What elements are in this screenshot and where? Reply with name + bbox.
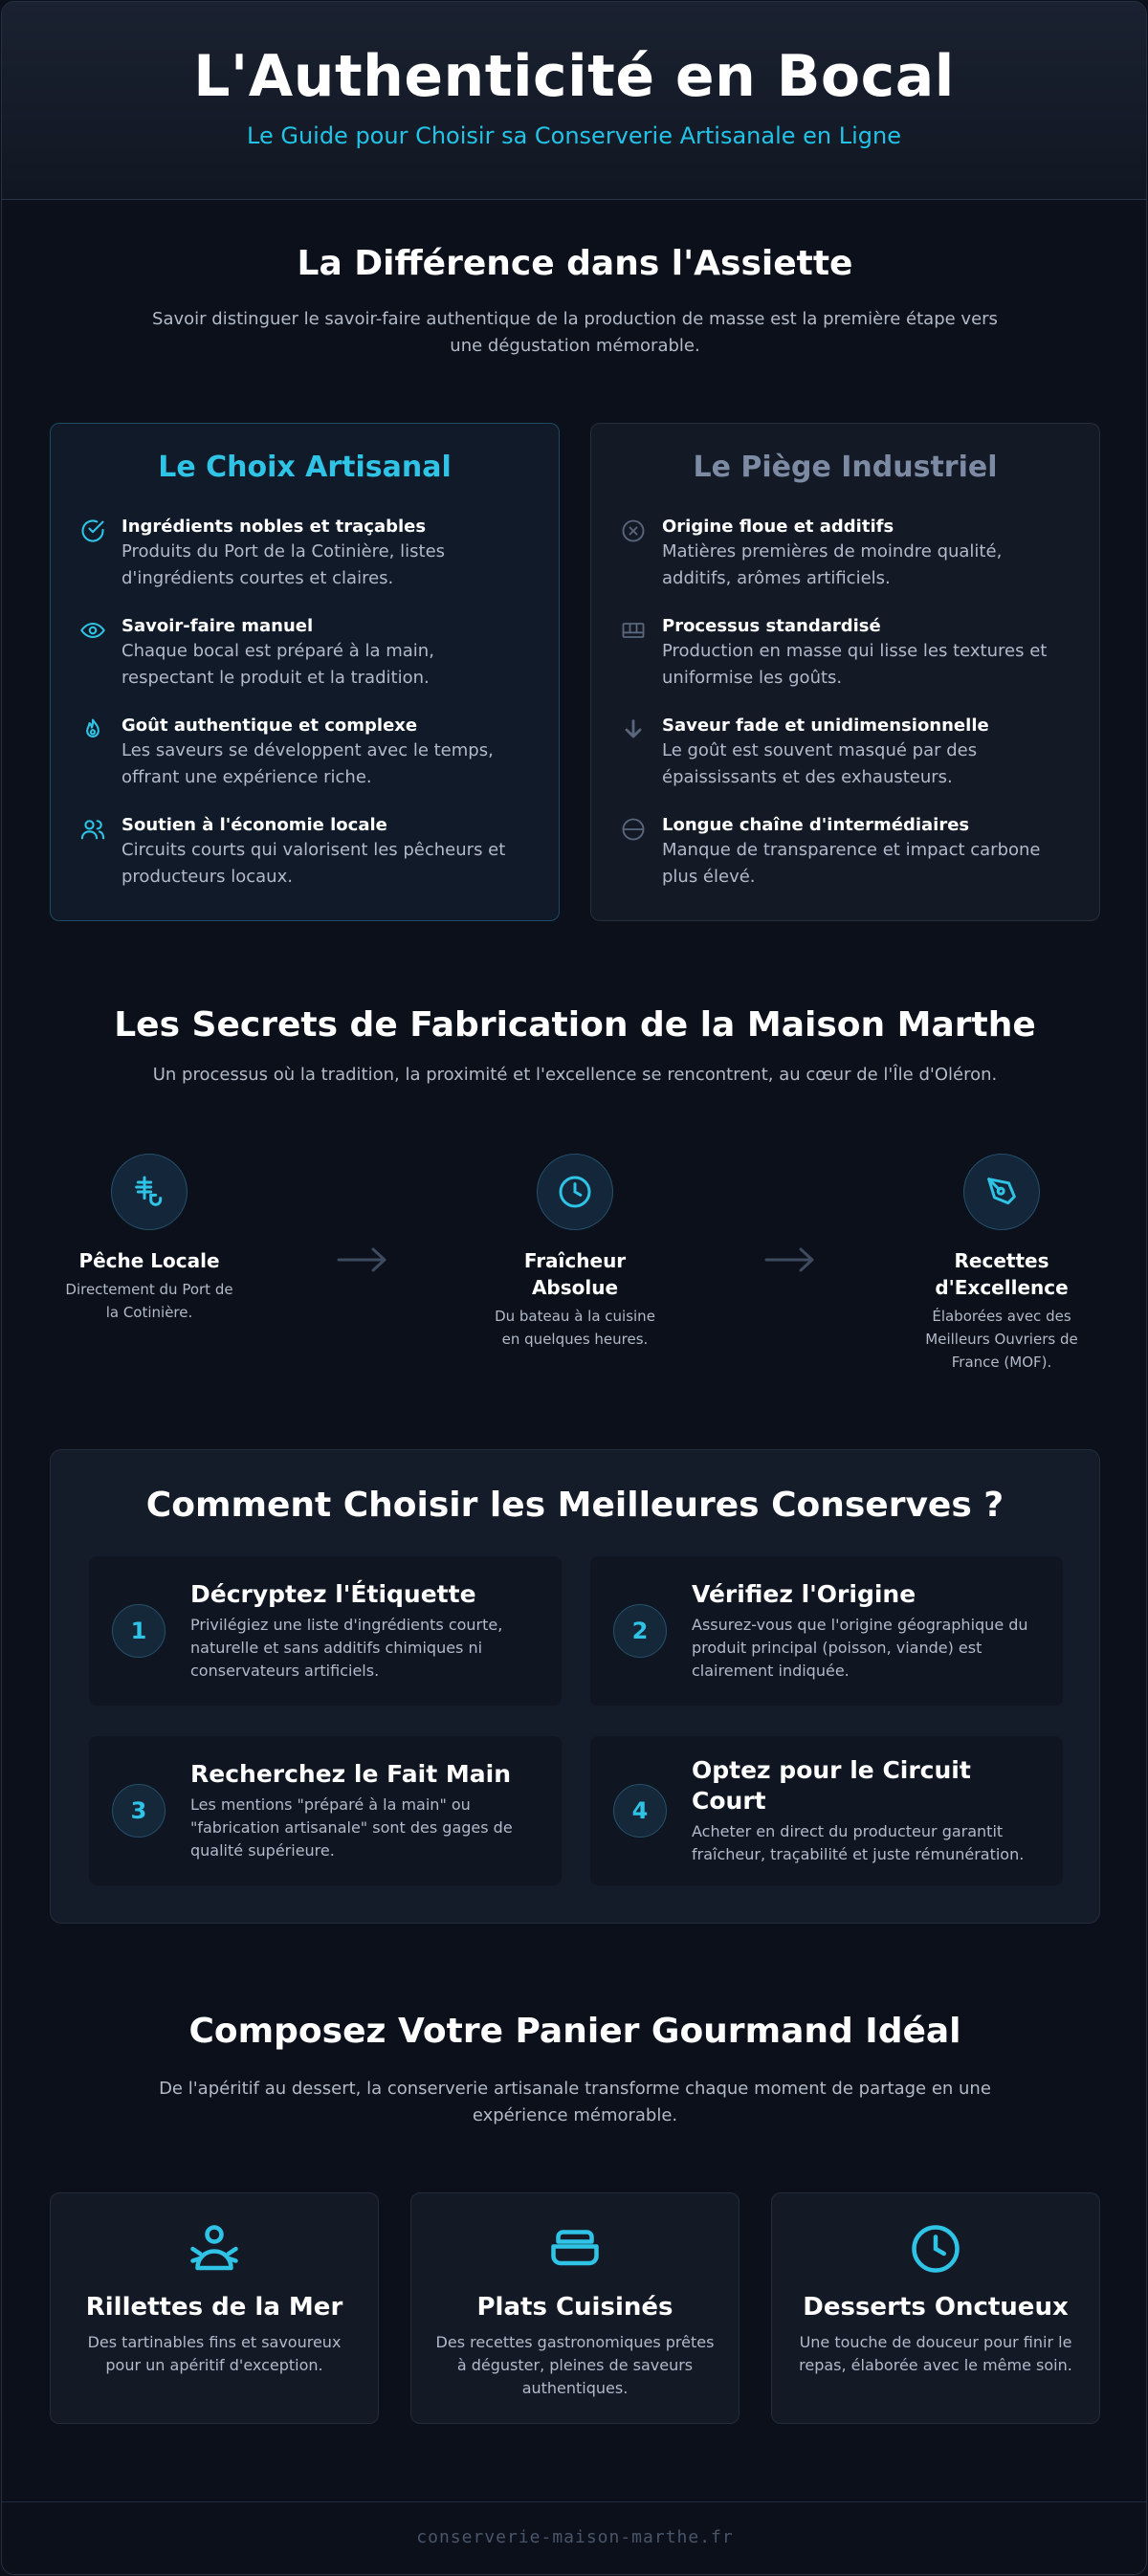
page-footer: [2, 2501, 1147, 2575]
basket-intro: De l'apéritif au dessert, la conserverie artisanale transforme chaque moment de partage en une expérience mémorable.: [159, 2079, 991, 2125]
basket-card: [50, 2192, 379, 2424]
footer-site-link[interactable]: conserverie-maison-marthe.fr: [416, 2527, 734, 2547]
tip-desc: Les mentions "préparé à la main" ou "fabrication artisanale" sont des gages de qualité supérieure.: [190, 1795, 513, 1860]
pen-tool-icon: [963, 1154, 1040, 1230]
card-title: Rillettes de la Mer: [85, 2293, 343, 2322]
artisanal-item: [79, 615, 530, 715]
industrial-heading: Le Piège Industriel: [693, 451, 998, 484]
card-desc: Des tartinables fins et savoureux pour un apéritif d'exception.: [87, 2333, 342, 2374]
dish-icon: [546, 2263, 604, 2281]
process-step: [916, 1154, 1088, 1374]
item-desc: Chaque bocal est préparé à la main, respectant le produit et la tradition.: [121, 641, 434, 688]
tip-card: [590, 1736, 1063, 1885]
industrial-item: [620, 814, 1071, 914]
item-desc: Circuits courts qui valorisent les pêcheurs et producteurs locaux.: [121, 840, 506, 887]
basket-card: [410, 2192, 740, 2424]
item-title: Savoir-faire manuel: [121, 616, 314, 636]
basket-card: [771, 2192, 1100, 2424]
item-title: Saveur fade et unidimensionnelle: [662, 716, 989, 736]
basket-title: Composez Votre Panier Gourmand Idéal: [188, 2012, 961, 2051]
tip-number: 4: [613, 1784, 667, 1838]
artisanal-item: [79, 814, 530, 914]
minus-circle-icon: [620, 814, 662, 914]
flame-icon: [79, 715, 121, 814]
step-title: Fraîcheur Absolue: [523, 1249, 627, 1299]
step-title: Recettes d'Excellence: [935, 1249, 1069, 1299]
tip-number: 3: [112, 1784, 166, 1838]
check-circle-icon: [79, 516, 121, 615]
item-title: Soutien à l'économie locale: [121, 815, 387, 835]
tips-title: Comment Choisir les Meilleures Conserves ?: [145, 1486, 1004, 1525]
card-desc: Des recettes gastronomiques prêtes à déguster, pleines de saveurs authentiques.: [435, 2333, 715, 2397]
item-title: Goût authentique et complexe: [121, 716, 418, 736]
people-icon: [186, 2263, 243, 2281]
item-title: Ingrédients nobles et traçables: [121, 517, 427, 537]
card-desc: Une touche de douceur pour finir le repas, élaborée avec le même soin.: [799, 2333, 1072, 2374]
tip-number: 1: [112, 1604, 166, 1658]
basket-section: [2, 2011, 1147, 2397]
comparison-title: La Différence dans l'Assiette: [297, 244, 853, 283]
step-title: Pêche Locale: [78, 1249, 220, 1272]
process-title: Les Secrets de Fabrication de la Maison Marthe: [114, 1005, 1036, 1045]
industrial-item: [620, 715, 1071, 814]
artisanal-item: [79, 516, 530, 615]
comparison-section: [2, 243, 1147, 887]
eye-icon: [79, 615, 121, 715]
industrial-card: [590, 423, 1100, 921]
tip-card: [590, 1556, 1063, 1706]
tip-desc: Privilégiez une liste d'ingrédients courte, naturelle et sans additifs chimiques ni conservateurs artificiels.: [190, 1616, 503, 1680]
anchor-fish-icon: [111, 1154, 188, 1230]
step-desc: Du bateau à la cuisine en quelques heures.: [495, 1308, 655, 1348]
tip-title: Décryptez l'Étiquette: [190, 1580, 476, 1608]
factory-icon: [620, 615, 662, 715]
card-title: Desserts Onctueux: [803, 2293, 1069, 2322]
item-title: Longue chaîne d'intermédiaires: [662, 815, 970, 835]
comparison-columns: [50, 423, 1100, 921]
page-title: L'Authenticité en Bocal: [193, 43, 955, 110]
page-header: [2, 2, 1146, 200]
arrow-right-icon: [762, 1245, 816, 1278]
tips-section: [50, 1449, 1100, 1924]
arrow-right-icon: [335, 1245, 388, 1278]
item-desc: Manque de transparence et impact carbone plus élevé.: [662, 840, 1041, 887]
industrial-item: [620, 615, 1071, 715]
item-desc: Les saveurs se développent avec le temps, offrant une expérience riche.: [121, 740, 494, 787]
tip-card: [89, 1556, 562, 1706]
tip-desc: Acheter en direct du producteur garantit fraîcheur, traçabilité et juste rémunération.: [692, 1822, 1025, 1863]
tip-title: Optez pour le Circuit Court: [692, 1756, 971, 1815]
basket-cards: [50, 2192, 1100, 2424]
process-steps: [2, 1154, 1147, 1383]
users-icon: [79, 814, 121, 914]
tip-desc: Assurez-vous que l'origine géographique du produit principal (poisson, viande) est clairement indiquée.: [692, 1616, 1028, 1680]
industrial-item: [620, 516, 1071, 615]
artisanal-card: [50, 423, 560, 921]
comparison-intro: Savoir distinguer le savoir-faire authentique de la production de masse est la première étape vers une dégustation mémorable.: [152, 309, 998, 356]
item-desc: Le goût est souvent masqué par des épaississants et des exhausteurs.: [662, 740, 978, 787]
process-step: [63, 1154, 235, 1324]
step-desc: Directement du Port de la Cotinière.: [65, 1281, 233, 1321]
clock-icon: [907, 2263, 964, 2281]
process-step: [489, 1154, 661, 1351]
page-subtitle: Le Guide pour Choisir sa Conserverie Artisanale en Ligne: [247, 122, 901, 149]
tip-card: [89, 1736, 562, 1885]
item-desc: Production en masse qui lisse les textures et uniformise les goûts.: [662, 641, 1048, 688]
item-desc: Produits du Port de la Cotinière, listes d'ingrédients courtes et claires.: [121, 541, 446, 588]
process-section: [2, 1004, 1147, 1371]
page-frame: [1, 1, 1147, 2575]
clock-icon: [537, 1154, 613, 1230]
tip-title: Vérifiez l'Origine: [692, 1580, 916, 1608]
tip-number: 2: [613, 1604, 667, 1658]
item-desc: Matières premières de moindre qualité, additifs, arômes artificiels.: [662, 541, 1003, 588]
arrow-down-icon: [620, 715, 662, 814]
artisanal-item: [79, 715, 530, 814]
item-title: Origine floue et additifs: [662, 517, 894, 537]
card-title: Plats Cuisinés: [476, 2293, 673, 2322]
step-desc: Élaborées avec des Meilleurs Ouvriers de France (MOF).: [925, 1308, 1078, 1371]
tip-title: Recherchez le Fait Main: [190, 1760, 511, 1788]
x-circle-icon: [620, 516, 662, 615]
process-intro: Un processus où la tradition, la proximité et l'excellence se rencontrent, au cœur de l'Île d'Oléron.: [152, 1065, 998, 1085]
item-title: Processus standardisé: [662, 616, 881, 636]
artisanal-heading: Le Choix Artisanal: [158, 451, 452, 484]
